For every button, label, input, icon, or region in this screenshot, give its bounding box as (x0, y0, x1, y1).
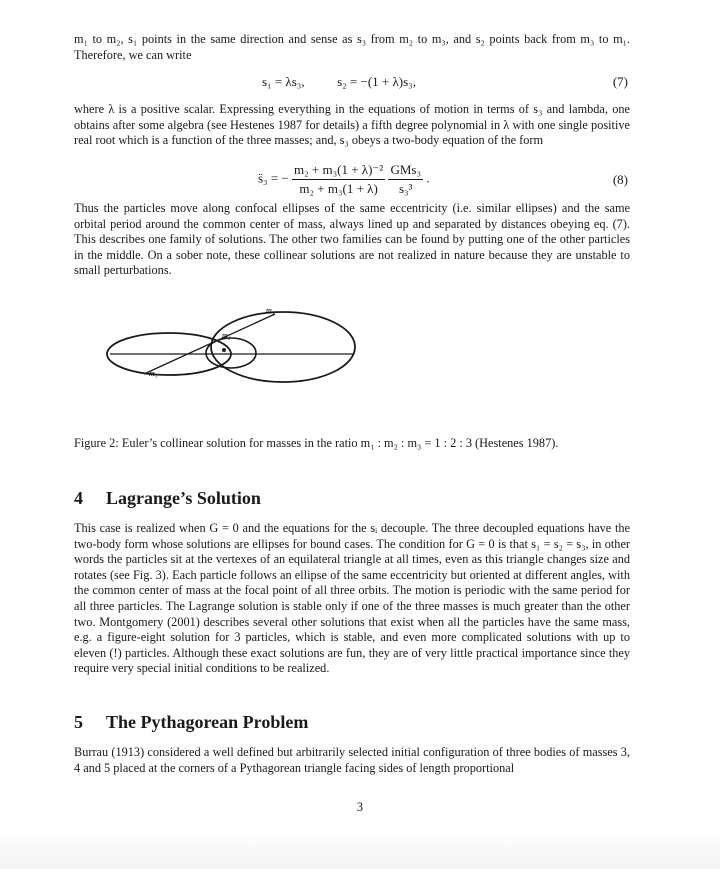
paragraph-lagrange: This case is realized when G = 0 and the equations for the sᵢ decouple. The three decoupled equations have the two-body form whose solutions are ellipses for bound cases. The condition for G = 0 is that s₁ = s₂ = s₃, in other words the particles sit at the vertexes of an equilateral triangle at all times, even as this triangle changes size and rotates (see Fig. 3). Each particle follows an ellipse of the same eccentricity but oriented at different angles, with the common center of mass at the focal point of all three orbits. The motion is periodic with the same period for all three particles. The Lagrange solution is stable only if one of the three masses is much greater than the other two. Montgomery (2001) describes several other solutions that exist when all the particles have the same mass, e.g. a figure-eight solution for 3 particles, which is stable, and even more complicated solutions with up to eleven (!) particles. Although these exact solutions are fun, they are of very little practical importance since they require very special initial conditions to be realized. (74, 521, 630, 676)
section-4-number: 4 (74, 488, 83, 508)
equation-8 (258, 162, 429, 197)
equation-7-number: (7) (612, 74, 628, 89)
equation-8-fraction-2 (388, 162, 423, 197)
section-4-heading (74, 488, 261, 509)
label-m1: m₁ (266, 306, 275, 315)
equation-8-fraction-1 (292, 162, 385, 197)
equation-8-number: (8) (612, 172, 628, 187)
section-5-title: The Pythagorean Problem (106, 712, 309, 732)
paragraph-confocal: Thus the particles move along confocal ellipses of the same eccentricity (i.e. similar ellipses) and the same orbital period around the common center of mass, always lined up and separated by distances obeying eq. (7). This describes one family of solutions. The other two families can be found by putting one of the other particles in the middle. On a sober note, these collinear solutions are not realized in nature because they are unstable to small perturbations. (74, 201, 630, 278)
equation-8-lhs: s̈₃ = − (258, 170, 289, 186)
collinear-line (144, 314, 275, 374)
section-5-heading (74, 712, 308, 733)
equation-7-part-1: s₁ = λs₃, (262, 74, 305, 89)
equation-7 (262, 74, 416, 90)
page-number: 3 (356, 800, 364, 814)
page-bottom-shade (0, 829, 720, 869)
label-m3: m₃ (149, 369, 158, 378)
equation-8-denominator-2: s₃³ (398, 181, 413, 196)
common-focus-point (222, 348, 226, 352)
equation-8-numerator: m₂ + m₃(1 + λ)⁻² (292, 162, 385, 180)
figure-2-euler-diagram (100, 300, 365, 390)
equation-8-numerator-2: GMs₃ (388, 162, 423, 180)
figure-2-caption: Figure 2: Euler’s collinear solution for masses in the ratio m₁ : m₂ : m₃ = 1 : 2 : 3 (Hestenes 1987). (74, 436, 559, 450)
orbit-ellipse-m1 (211, 312, 355, 382)
label-m2: m₂ (222, 331, 231, 340)
paragraph-intro: m₁ to m₂, s₁ points in the same direction and sense as s₃ from m₂ to m₃, and s₂ points back from m₃ to m₁. Therefore, we can write (74, 32, 630, 62)
equation-7-part-2: s₂ = −(1 + λ)s₃, (337, 74, 416, 89)
section-4-title: Lagrange’s Solution (106, 488, 261, 508)
paragraph-burrau: Burrau (1913) considered a well defined but arbitrarily selected initial configuration of three bodies of masses 3, 4 and 5 placed at the corners of a Pythagorean triangle facing sides of length proportional (74, 745, 630, 775)
section-5-number: 5 (74, 712, 83, 732)
equation-8-denominator: m₂ + m₃(1 + λ) (299, 181, 378, 196)
paragraph-lambda: where λ is a positive scalar. Expressing everything in the equations of motion in terms of s₃ and lambda, one obtains after some algebra (see Hestenes 1987 for details) a fifth degree polynomial in λ with one single positive real root which is a function of the three masses; and, s₃ obeys a two-body equation of the form (74, 102, 630, 148)
equation-8-period: . (426, 170, 430, 186)
